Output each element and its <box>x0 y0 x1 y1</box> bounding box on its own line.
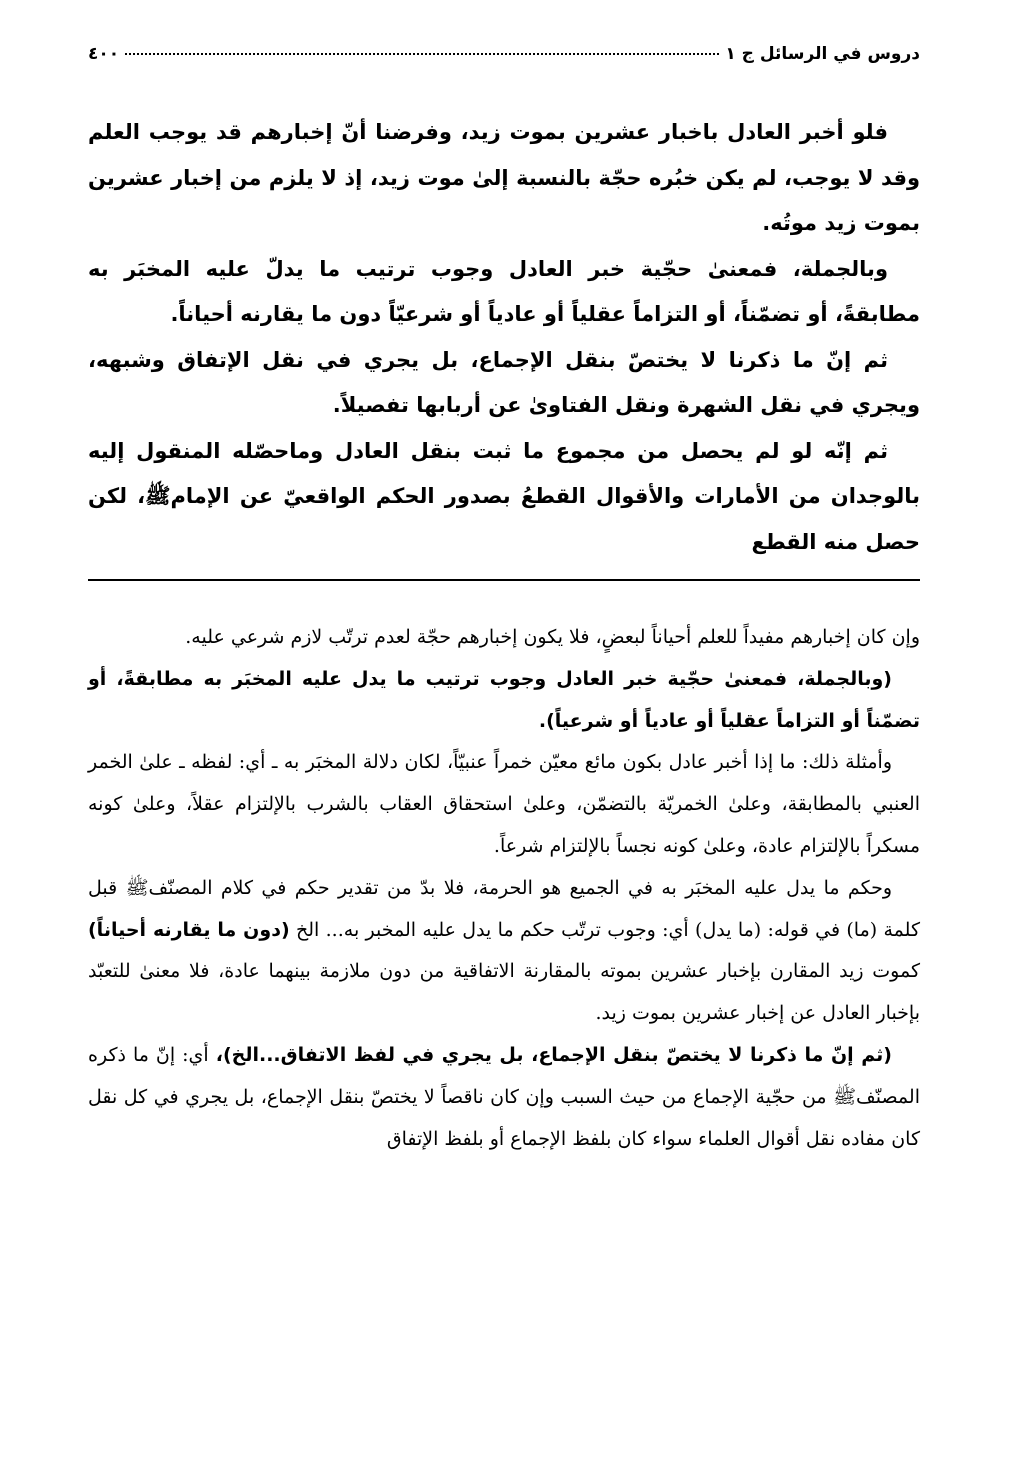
commentary-paragraph: وأمثلة ذلك: ما إذا أخبر عادل بكون مائع معيّن خمراً عنبيّاً، لكان دلالة المخبَر به ـ أي: لفظه ـ علىٰ الخمر العنبي بالمطابقة، وعلىٰ الخمريّة بالتضمّن، وعلىٰ استحقاق العقاب بالشرب بالإلتزام عقلاً، وعلىٰ كونه مسكراً بالإلتزام عادة، وعلىٰ كونه نجساً بالإلتزام شرعاً. <box>88 751 920 857</box>
main-paragraph: وبالجملة، فمعنىٰ حجّية خبر العادل وجوب ترتيب ما يدلّ عليه المخبَر به مطابقةً، أو تضمّناً، أو التزاماً عقلياً أو عادياً أو شرعيّاً دون ما يقارنه أحياناً. <box>88 256 920 326</box>
page-number: ٤٠٠ <box>88 44 120 64</box>
main-text <box>88 110 920 565</box>
commentary-paragraph <box>88 868 920 1035</box>
separator-rule <box>88 579 920 581</box>
commentary-quote-paragraph <box>88 659 920 743</box>
leader-dots <box>125 53 719 55</box>
commentary-paragraph <box>88 1035 920 1160</box>
main-paragraph: ثم إنّه لو لم يحصل من مجموع ما ثبت بنقل العادل وماحصّله المنقول إليه بالوجدان من الأمارات والأقوال القطعُ بصدور الحكم الواقعيّ عن الإمام‏ﷺ، لكن حصل منه القطع <box>88 438 920 554</box>
main-paragraph: ثم إنّ ما ذكرنا لا يختصّ بنقل الإجماع، بل يجري في نقل الإتفاق وشبهه، ويجري في نقل الشهرة ونقل الفتاوىٰ عن أربابها تفصيلاً. <box>88 347 920 417</box>
quoted-text: (ثم إنّ ما ذكرنا لا يختصّ بنقل الإجماع، بل يجري في لفظ الاتفاق...الخ)، <box>215 1043 892 1066</box>
commentary-text-run: كموت زيد المقارن بإخبار عشرين بموته بالمقارنة الاتفاقية من دون ملازمة بينهما عادة، فلا معنىٰ للتعبّد بإخبار العادل عن إخبار عشرين بموت زيد. <box>88 960 920 1025</box>
main-paragraph: فلو أخبر العادل باخبار عشرين بموت زيد، وفرضنا أنّ إخبارهم قد يوجب العلم وقد لا يوجب، لم يكن خبُره حجّة بالنسبة إلىٰ موت زيد، إذ لا يلزم من إخبار عشرين بموت زيد موتُه. <box>88 120 920 235</box>
quoted-text: (وبالجملة، فمعنىٰ حجّية خبر العادل وجوب ترتيب ما يدل عليه المخبَر به مطابقةً، أو تضمّناً أو التزاماً عقلياً أو عادياً أو شرعياً). <box>88 667 920 732</box>
running-title: دروس في الرسائل ج ١ <box>725 44 920 64</box>
commentary-text <box>88 617 920 1160</box>
commentary-text-run: أي: إنّ ما ذكره المصنّف‏ﷺ من حجّية الإجماع من حيث السبب وإن كان ناقصاً لا يختصّ بنقل الإجماع، بل يجري في كل نقل كان مفاده نقل أقوال العلماء سواء كان بلفظ الإجماع أو بلفظ الإتفاق <box>88 1043 920 1150</box>
commentary-text-run: وحكم ما يدل عليه المخبَر به في الجميع هو الحرمة، فلا بدّ من تقدير حكم في كلام المصنّف‏ﷺ قبل كلمة (ما) في قوله: (ما يدل) أي: وجوب ترتّب حكم ما يدل عليه المخبر به... الخ <box>88 876 920 941</box>
commentary-paragraph: وإن كان إخبارهم مفيداً للعلم أحياناً لبعضٍ، فلا يكون إخبارهم حجّة لعدم ترتّب لازم شرعي عليه. <box>185 626 920 648</box>
quoted-text: (دون ما يقارنه أحياناً) <box>88 918 290 941</box>
book-page <box>88 44 920 1160</box>
page-header <box>88 44 920 80</box>
